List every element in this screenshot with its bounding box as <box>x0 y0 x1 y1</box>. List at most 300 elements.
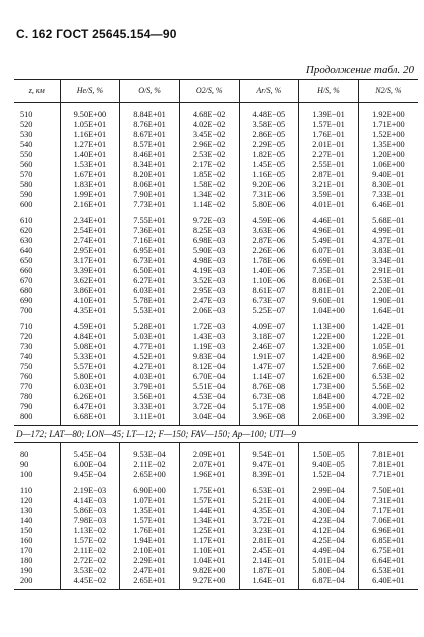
altitude-cell: 760 <box>20 372 33 381</box>
table-row <box>14 170 418 180</box>
value-cell: 2.95E−03 <box>179 286 239 296</box>
table-row <box>14 332 418 342</box>
value-cell: 1.64E−01 <box>239 576 299 590</box>
value-cell: 4.19E−03 <box>179 266 239 276</box>
altitude-cell: 630 <box>20 236 33 245</box>
value-cell: 5.80E−04 <box>299 566 359 576</box>
value-cell: 2.10E+01 <box>120 546 180 556</box>
table-row <box>14 180 418 190</box>
value-cell: 5.25E−07 <box>239 306 299 316</box>
value-cell: 6.96E+01 <box>358 526 418 536</box>
value-cell: 1.05E−01 <box>358 342 418 352</box>
value-cell: 2.46E−07 <box>239 342 299 352</box>
value-cell: 4.46E−01 <box>299 210 359 226</box>
value-cell: 1.96E+01 <box>179 470 239 480</box>
value-cell: 8.20E+01 <box>120 170 180 180</box>
value-cell: 7.35E−01 <box>299 266 359 276</box>
value-cell: 8.76E+01 <box>120 120 180 130</box>
altitude-cell: 560 <box>20 160 33 169</box>
value-cell: 7.33E−01 <box>358 190 418 200</box>
value-cell: 1.35E+01 <box>120 506 180 516</box>
value-cell: 1.42E+00 <box>299 352 359 362</box>
value-cell: 6.87E−04 <box>299 576 359 590</box>
value-cell: 2.11E−02 <box>60 546 120 556</box>
value-cell: 9.50E+00 <box>60 103 120 121</box>
value-cell: 3.39E−02 <box>358 412 418 426</box>
value-cell: 9.72E−03 <box>179 210 239 226</box>
value-cell: 3.18E−07 <box>239 332 299 342</box>
altitude-cell: 150 <box>20 526 33 535</box>
value-cell: 1.32E+00 <box>299 342 359 352</box>
table-row <box>14 316 418 332</box>
atmosphere-composition-table <box>14 79 418 590</box>
table-row <box>14 566 418 576</box>
value-cell: 1.17E+01 <box>179 536 239 546</box>
value-cell: 1.35E+00 <box>358 140 418 150</box>
value-cell: 4.72E−02 <box>358 392 418 402</box>
value-cell: 4.30E−04 <box>299 506 359 516</box>
value-cell: 1.53E+01 <box>60 160 120 170</box>
value-cell: 4.96E−01 <box>299 226 359 236</box>
value-cell: 2.74E+01 <box>60 236 120 246</box>
value-cell: 8.25E−03 <box>179 226 239 236</box>
altitude-cell: 770 <box>20 382 33 391</box>
table-row <box>14 140 418 150</box>
table-row <box>14 352 418 362</box>
value-cell: 1.34E+01 <box>179 516 239 526</box>
value-cell: 4.99E−01 <box>358 226 418 236</box>
table-row <box>14 246 418 256</box>
value-cell: 6.85E+01 <box>358 536 418 546</box>
value-cell: 8.61E−07 <box>239 286 299 296</box>
value-cell: 3.62E+01 <box>60 276 120 286</box>
value-cell: 6.73E−07 <box>239 296 299 306</box>
altitude-cell: 610 <box>20 216 33 225</box>
altitude-cell: 740 <box>20 352 33 361</box>
value-cell: 1.16E−05 <box>239 170 299 180</box>
value-cell: 1.76E+01 <box>120 526 180 536</box>
value-cell: 9.27E+00 <box>179 576 239 590</box>
table-row <box>14 190 418 200</box>
value-cell: 7.81E+01 <box>358 443 418 461</box>
value-cell: 1.73E+00 <box>299 382 359 392</box>
value-cell: 1.39E−01 <box>299 103 359 121</box>
value-cell: 5.56E−02 <box>358 382 418 392</box>
value-cell: 1.94E+01 <box>120 536 180 546</box>
value-cell: 2.72E−02 <box>60 556 120 566</box>
value-cell: 2.09E+01 <box>179 443 239 461</box>
value-cell: 1.64E−01 <box>358 306 418 316</box>
value-cell: 1.22E−01 <box>358 332 418 342</box>
value-cell: 9.60E−01 <box>299 296 359 306</box>
value-cell: 5.86E−03 <box>60 506 120 516</box>
altitude-cell: 540 <box>20 140 33 149</box>
altitude-cell: 700 <box>20 306 33 315</box>
value-cell: 9.53E−04 <box>120 443 180 461</box>
value-cell: 8.84E+01 <box>120 103 180 121</box>
value-cell: 2.99E−04 <box>299 480 359 496</box>
value-cell: 7.36E+01 <box>120 226 180 236</box>
value-cell: 3.56E+01 <box>120 392 180 402</box>
altitude-cell: 620 <box>20 226 33 235</box>
value-cell: 6.07E−01 <box>299 246 359 256</box>
value-cell: 9.45E−04 <box>60 470 120 480</box>
value-cell: 2.54E+01 <box>60 226 120 236</box>
altitude-cell: 750 <box>20 362 33 371</box>
value-cell: 1.90E−01 <box>358 296 418 306</box>
value-cell: 6.98E−03 <box>179 236 239 246</box>
value-cell: 5.80E+01 <box>60 372 120 382</box>
value-cell: 5.01E−04 <box>299 556 359 566</box>
value-cell: 3.72E−04 <box>179 402 239 412</box>
value-cell: 4.59E+01 <box>60 316 120 332</box>
value-cell: 8.39E−01 <box>239 470 299 480</box>
value-cell: 1.82E−05 <box>239 150 299 160</box>
table-row <box>14 496 418 506</box>
value-cell: 2.45E−01 <box>239 546 299 556</box>
value-cell: 1.42E−01 <box>358 316 418 332</box>
value-cell: 2.29E+01 <box>120 556 180 566</box>
column-header-altitude: z, км <box>14 80 60 103</box>
altitude-cell: 790 <box>20 402 33 411</box>
table-row <box>14 266 418 276</box>
value-cell: 2.53E−01 <box>358 276 418 286</box>
value-cell: 7.90E+01 <box>120 190 180 200</box>
table-row <box>14 470 418 480</box>
value-cell: 1.16E+01 <box>60 130 120 140</box>
value-cell: 6.53E−02 <box>358 372 418 382</box>
altitude-cell: 90 <box>20 460 29 469</box>
table-row <box>14 236 418 246</box>
value-cell: 1.07E+01 <box>120 496 180 506</box>
altitude-cell: 670 <box>20 276 33 285</box>
table-row <box>14 506 418 516</box>
value-cell: 1.67E+01 <box>60 170 120 180</box>
value-cell: 7.98E−03 <box>60 516 120 526</box>
table-row <box>14 412 418 426</box>
value-cell: 2.29E−05 <box>239 140 299 150</box>
value-cell: 1.72E−03 <box>179 316 239 332</box>
value-cell: 8.96E−02 <box>358 352 418 362</box>
value-cell: 7.31E+01 <box>358 496 418 506</box>
value-cell: 8.12E−04 <box>179 362 239 372</box>
value-cell: 6.68E+01 <box>60 412 120 426</box>
altitude-cell: 650 <box>20 256 33 265</box>
value-cell: 7.55E+01 <box>120 210 180 226</box>
value-cell: 2.26E−06 <box>239 246 299 256</box>
value-cell: 3.58E−05 <box>239 120 299 130</box>
table-row <box>14 226 418 236</box>
altitude-cell: 100 <box>20 470 33 479</box>
value-cell: 1.52E−04 <box>299 470 359 480</box>
value-cell: 3.45E−02 <box>179 130 239 140</box>
value-cell: 4.35E−01 <box>239 506 299 516</box>
value-cell: 6.03E+01 <box>60 382 120 392</box>
altitude-cell: 680 <box>20 286 33 295</box>
altitude-cell: 600 <box>20 200 33 209</box>
altitude-cell: 690 <box>20 296 33 305</box>
table-row <box>14 150 418 160</box>
value-cell: 1.57E−02 <box>60 536 120 546</box>
value-cell: 1.75E+01 <box>179 480 239 496</box>
value-cell: 3.96E−08 <box>239 412 299 426</box>
table-row <box>14 382 418 392</box>
altitude-cell: 580 <box>20 180 33 189</box>
column-header-o: O/S, % <box>120 80 180 103</box>
value-cell: 6.46E−01 <box>358 200 418 210</box>
table-row <box>14 556 418 566</box>
value-cell: 9.20E−06 <box>239 180 299 190</box>
altitude-cell: 80 <box>20 450 29 459</box>
value-cell: 7.31E−06 <box>239 190 299 200</box>
table-header-row <box>14 80 418 103</box>
value-cell: 4.03E+01 <box>120 372 180 382</box>
value-cell: 6.90E+00 <box>120 480 180 496</box>
value-cell: 1.95E+00 <box>299 402 359 412</box>
value-cell: 1.34E−02 <box>179 190 239 200</box>
value-cell: 6.64E+01 <box>358 556 418 566</box>
value-cell: 5.57E+01 <box>60 362 120 372</box>
altitude-cell: 140 <box>20 516 33 525</box>
table-row <box>14 576 418 590</box>
table-row <box>14 306 418 316</box>
value-cell: 5.17E−08 <box>239 402 299 412</box>
altitude-cell: 780 <box>20 392 33 401</box>
table-row <box>14 516 418 526</box>
value-cell: 1.04E+00 <box>299 306 359 316</box>
value-cell: 2.81E−01 <box>239 536 299 546</box>
value-cell: 8.34E+01 <box>120 160 180 170</box>
table-row <box>14 536 418 546</box>
table-row <box>14 526 418 536</box>
value-cell: 4.23E−04 <box>299 516 359 526</box>
value-cell: 8.30E−01 <box>358 180 418 190</box>
altitude-cell: 160 <box>20 536 33 545</box>
value-cell: 1.85E−02 <box>179 170 239 180</box>
table-row <box>14 160 418 170</box>
table-continuation-label: Продолжение табл. 20 <box>305 64 414 76</box>
value-cell: 7.50E+01 <box>358 480 418 496</box>
table-row <box>14 296 418 306</box>
value-cell: 8.06E+01 <box>120 180 180 190</box>
value-cell: 1.04E+01 <box>179 556 239 566</box>
value-cell: 1.25E+01 <box>179 526 239 536</box>
value-cell: 5.49E−01 <box>299 236 359 246</box>
value-cell: 3.72E−01 <box>239 516 299 526</box>
value-cell: 6.95E+01 <box>120 246 180 256</box>
value-cell: 6.69E−01 <box>299 256 359 266</box>
altitude-cell: 710 <box>20 322 33 331</box>
value-cell: 6.53E+01 <box>358 566 418 576</box>
value-cell: 5.21E−01 <box>239 496 299 506</box>
value-cell: 4.09E−07 <box>239 316 299 332</box>
value-cell: 1.52E+00 <box>299 362 359 372</box>
value-cell: 1.13E−02 <box>60 526 120 536</box>
value-cell: 5.51E−04 <box>179 382 239 392</box>
value-cell: 2.06E−03 <box>179 306 239 316</box>
value-cell: 1.50E−05 <box>299 443 359 461</box>
value-cell: 1.83E+01 <box>60 180 120 190</box>
value-cell: 6.40E+01 <box>358 576 418 590</box>
value-cell: 5.08E+01 <box>60 342 120 352</box>
value-cell: 8.46E+01 <box>120 150 180 160</box>
value-cell: 1.14E−07 <box>239 372 299 382</box>
value-cell: 2.06E+00 <box>299 412 359 426</box>
value-cell: 1.76E−01 <box>299 130 359 140</box>
altitude-cell: 640 <box>20 246 33 255</box>
table-row <box>14 546 418 556</box>
value-cell: 1.92E+00 <box>358 103 418 121</box>
value-cell: 2.65E+00 <box>120 470 180 480</box>
value-cell: 1.91E−07 <box>239 352 299 362</box>
table-row <box>14 443 418 461</box>
value-cell: 3.04E−04 <box>179 412 239 426</box>
value-cell: 1.10E−06 <box>239 276 299 286</box>
value-cell: 5.53E+01 <box>120 306 180 316</box>
value-cell: 8.67E+01 <box>120 130 180 140</box>
value-cell: 4.98E−03 <box>179 256 239 266</box>
value-cell: 2.55E−01 <box>299 160 359 170</box>
table-row <box>14 392 418 402</box>
column-header-he: He/S, % <box>60 80 120 103</box>
column-header-o2: O2/S, % <box>179 80 239 103</box>
table-row <box>14 130 418 140</box>
table-row <box>14 342 418 352</box>
value-cell: 8.57E+01 <box>120 140 180 150</box>
value-cell: 1.58E−02 <box>179 180 239 190</box>
value-cell: 1.57E+01 <box>120 516 180 526</box>
value-cell: 2.87E−01 <box>299 170 359 180</box>
value-cell: 7.81E+01 <box>358 460 418 470</box>
value-cell: 2.20E−01 <box>358 286 418 296</box>
value-cell: 3.52E−03 <box>179 276 239 286</box>
value-cell: 1.45E−05 <box>239 160 299 170</box>
value-cell: 2.07E+01 <box>179 460 239 470</box>
value-cell: 5.45E−04 <box>60 443 120 461</box>
value-cell: 9.83E−04 <box>179 352 239 362</box>
value-cell: 4.48E−05 <box>239 103 299 121</box>
altitude-cell: 190 <box>20 566 33 575</box>
table-row <box>14 210 418 226</box>
value-cell: 4.37E−01 <box>358 236 418 246</box>
value-cell: 8.06E−01 <box>299 276 359 286</box>
altitude-cell: 720 <box>20 332 33 341</box>
value-cell: 2.27E−01 <box>299 150 359 160</box>
value-cell: 2.65E+01 <box>120 576 180 590</box>
value-cell: 1.13E+00 <box>299 316 359 332</box>
value-cell: 4.52E+01 <box>120 352 180 362</box>
altitude-cell: 800 <box>14 412 60 426</box>
table-row <box>14 286 418 296</box>
value-cell: 6.75E+01 <box>358 546 418 556</box>
value-cell: 2.47E+01 <box>120 566 180 576</box>
value-cell: 1.19E−03 <box>179 342 239 352</box>
value-cell: 4.84E+01 <box>60 332 120 342</box>
value-cell: 3.59E−01 <box>299 190 359 200</box>
value-cell: 5.78E+01 <box>120 296 180 306</box>
value-cell: 4.45E−02 <box>60 576 120 590</box>
table-row <box>14 120 418 130</box>
altitude-cell: 570 <box>20 170 33 179</box>
value-cell: 1.71E+00 <box>358 120 418 130</box>
value-cell: 2.34E+01 <box>60 210 120 226</box>
value-cell: 7.17E+01 <box>358 506 418 516</box>
value-cell: 1.44E+01 <box>179 506 239 516</box>
value-cell: 4.14E−03 <box>60 496 120 506</box>
value-cell: 5.28E+01 <box>120 316 180 332</box>
value-cell: 2.53E−02 <box>179 150 239 160</box>
value-cell: 1.27E+01 <box>60 140 120 150</box>
value-cell: 6.03E+01 <box>120 286 180 296</box>
value-cell: 4.02E−02 <box>179 120 239 130</box>
value-cell: 4.68E−02 <box>179 103 239 121</box>
table-row <box>14 372 418 382</box>
value-cell: 1.14E−02 <box>179 200 239 210</box>
value-cell: 4.27E+01 <box>120 362 180 372</box>
altitude-cell: 200 <box>14 576 60 590</box>
altitude-cell: 110 <box>20 486 33 495</box>
value-cell: 3.34E−01 <box>358 256 418 266</box>
table-row <box>14 460 418 470</box>
value-cell: 4.59E−06 <box>239 210 299 226</box>
altitude-cell: 730 <box>20 342 33 351</box>
condition-row <box>14 426 418 443</box>
value-cell: 4.00E−02 <box>358 402 418 412</box>
value-cell: 3.53E−02 <box>60 566 120 576</box>
table-row <box>14 276 418 286</box>
value-cell: 5.03E+01 <box>120 332 180 342</box>
value-cell: 9.54E−01 <box>239 443 299 461</box>
table-row <box>14 200 418 210</box>
value-cell: 3.23E−01 <box>239 526 299 536</box>
value-cell: 6.00E−04 <box>60 460 120 470</box>
value-cell: 4.35E+01 <box>60 306 120 316</box>
table-body <box>14 103 418 590</box>
value-cell: 3.17E+01 <box>60 256 120 266</box>
table-row <box>14 480 418 496</box>
value-cell: 5.33E+01 <box>60 352 120 362</box>
altitude-cell: 550 <box>20 150 33 159</box>
value-cell: 1.57E−01 <box>299 120 359 130</box>
value-cell: 2.17E−02 <box>179 160 239 170</box>
value-cell: 5.90E−03 <box>179 246 239 256</box>
value-cell: 1.22E+00 <box>299 332 359 342</box>
altitude-cell: 510 <box>20 110 33 119</box>
value-cell: 8.76E−08 <box>239 382 299 392</box>
value-cell: 7.16E+01 <box>120 236 180 246</box>
value-cell: 2.87E−06 <box>239 236 299 246</box>
value-cell: 1.10E+01 <box>179 546 239 556</box>
value-cell: 5.68E−01 <box>358 210 418 226</box>
value-cell: 3.63E−06 <box>239 226 299 236</box>
value-cell: 4.25E−04 <box>299 536 359 546</box>
value-cell: 7.66E−02 <box>358 362 418 372</box>
value-cell: 2.86E−05 <box>239 130 299 140</box>
value-cell: 1.57E+01 <box>179 496 239 506</box>
table-row <box>14 362 418 372</box>
value-cell: 6.70E−04 <box>179 372 239 382</box>
altitude-cell: 520 <box>20 120 33 129</box>
value-cell: 5.80E−06 <box>239 200 299 210</box>
value-cell: 2.14E−01 <box>239 556 299 566</box>
value-cell: 1.52E+00 <box>358 130 418 140</box>
altitude-cell: 170 <box>20 546 33 555</box>
value-cell: 4.10E+01 <box>60 296 120 306</box>
value-cell: 3.86E+01 <box>60 286 120 296</box>
column-header-ar: Ar/S, % <box>239 80 299 103</box>
value-cell: 4.12E−04 <box>299 526 359 536</box>
altitude-cell: 530 <box>20 130 33 139</box>
